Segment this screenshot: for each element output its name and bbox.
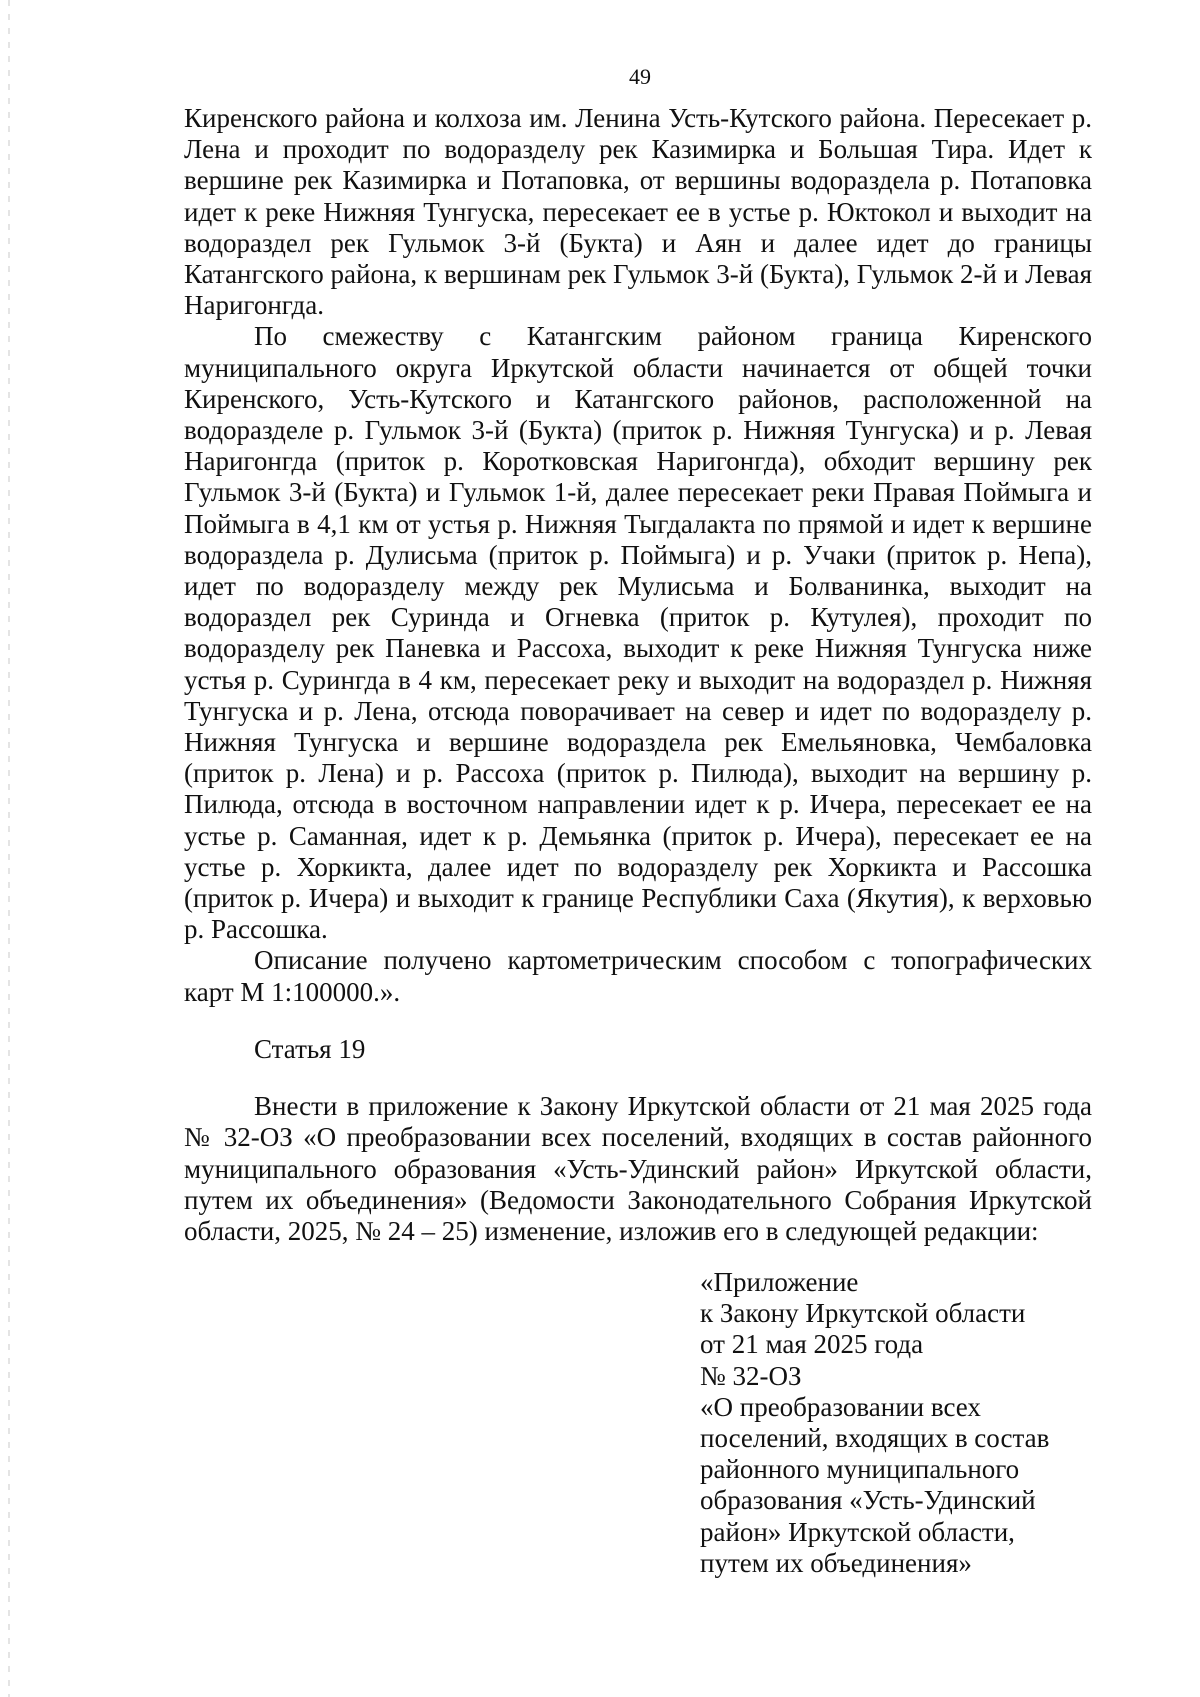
appendix-line: «Приложение [700, 1267, 859, 1297]
appendix-header [700, 1267, 1120, 1579]
paragraph-amendment: Внести в приложение к Закону Иркутской области от 21 мая 2025 года № 32-ОЗ «О преобразовании всех поселений, входящих в состав районного муниципального образования «Усть-Удинский район» Иркутской области, путем их объединения» (Ведомости Законодательного Собрания Иркутской области, 2025, № 24 – 25) изменение, изложив его в следующей редакции: [184, 1091, 1092, 1246]
page-number: 49 [629, 64, 651, 89]
appendix-line: № 32-ОЗ [700, 1360, 802, 1391]
appendix-line: район» Иркутской области, [700, 1516, 1015, 1547]
appendix-line: районного муниципального [700, 1454, 1020, 1485]
appendix-line: образования «Усть-Удинский [700, 1485, 1036, 1516]
paragraph-method-note: Описание получено картометрическим способом с топографических карт М 1:100000.». [184, 945, 1092, 1007]
appendix-line: путем их объединения» [700, 1547, 972, 1578]
appendix-line: «О преобразовании всех [700, 1391, 981, 1422]
appendix-line: от 21 мая 2025 года [700, 1329, 924, 1360]
document-body [184, 103, 1092, 1247]
paragraph-boundary-description: По смежеству с Катангским районом граница Киренского муниципального округа Иркутской области начинается от общей точки Киренского, Усть-Кутского и Катангского районов, расположенной на водоразделе р. Гульмок 3-й (Букта) (приток р. Нижняя Тунгуска) и р. Левая Наригонгда (приток р. Коротковская Наригонгда), обходит вершину рек Гульмок 3-й (Букта) и Гульмок 1-й, далее пересекает реки Правая Поймыга и Поймыга в 4,1 км от устья р. Нижняя Тыгдалакта по прямой и идет к вершине водораздела р. Дулисьма (приток р. Поймыга) и р. Учаки (приток р. Непа), идет по водоразделу между рек Мулисьма и Болванинка, выходит на водораздел рек Суринда и Огневка (приток р. Кутулея), проходит по водоразделу рек Паневка и Рассоха, выходит к реке Нижняя Тунгуска ниже устья р. Сурингда в 4 км, пересекает реку и выходит на водораздел р. Нижняя Тунгуска и р. Лена, отсюда поворачивает на север и идет по водоразделу р. Нижняя Тунгуска и вершине водораздела рек Емельяновка, Чембаловка (приток р. Лена) и р. Рассоха (приток р. Пилюда), выходит на вершину р. Пилюда, отсюда в восточном направлении идет к р. Ичера, пересекает ее на устье р. Саманная, идет к р. Демьянка (приток р. Ичера), пересекает ее на устье р. Хоркикта, далее идет по водоразделу рек Хоркикта и Рассошка (приток р. Ичера) и выходит к границе Республики Саха (Якутия), к верховью р. Рассошка. [184, 321, 1092, 945]
appendix-line: поселений, входящих в состав [700, 1423, 1050, 1454]
appendix-line: к Закону Иркутской области [700, 1298, 1026, 1329]
paragraph-continuation: Киренского района и колхоза им. Ленина Усть-Кутского района. Пересекает р. Лена и проходит по водоразделу рек Казимирка и Большая Тира. Идет к вершине рек Казимирка и Потаповка, от вершины водораздела р. Потаповка идет к реке Нижняя Тунгуска, пересекает ее в устье р. Юктокол и выходит на водораздел рек Гульмок 3-й (Букта) и Аян и далее идет до границы Катангского района, к вершинам рек Гульмок 3-й (Букта), Гульмок 2-й и Левая Наригонгда. [184, 103, 1092, 321]
scan-edge-artifact [8, 0, 10, 1697]
article-title: Статья 19 [254, 1033, 366, 1064]
